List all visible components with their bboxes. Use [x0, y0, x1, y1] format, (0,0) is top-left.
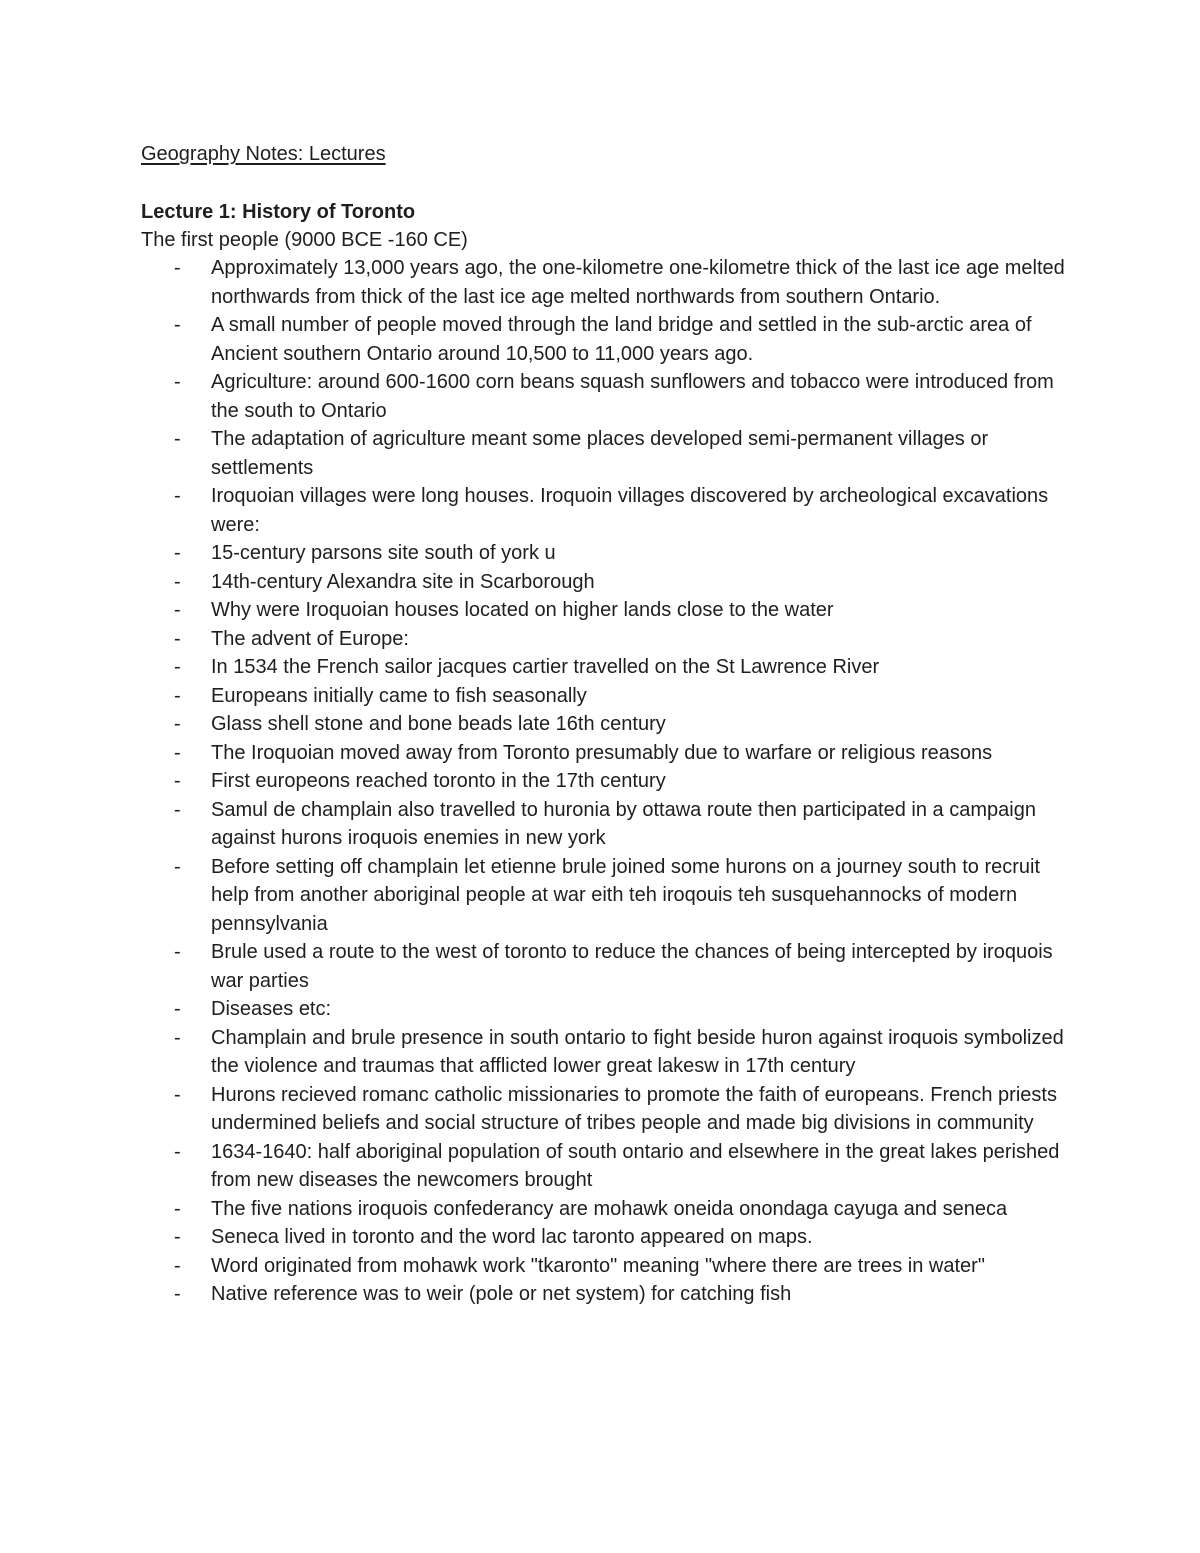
list-item-text: Samul de champlain also travelled to huronia by ottawa route then participated in a campaign against hurons iroquois enemies in new york	[211, 798, 1036, 849]
document-title: Geography Notes: Lectures	[141, 143, 386, 165]
list-item	[141, 1081, 1071, 1138]
list-item-text: 15-century parsons site south of york u	[211, 542, 556, 564]
list-item	[141, 311, 1071, 368]
list-item	[141, 710, 1071, 739]
list-item	[141, 425, 1071, 482]
bullet-dash: -	[174, 1283, 181, 1305]
list-item-text: Native reference was to weir (pole or net system) for catching fish	[211, 1283, 792, 1305]
bullet-dash: -	[174, 713, 181, 735]
bullet-dash: -	[174, 855, 181, 878]
bullet-dash: -	[174, 770, 181, 792]
list-item-text: 1634-1640: half aboriginal population of south ontario and elsewhere in the great lakes perished from new diseases the newcomers brought	[211, 1140, 1060, 1191]
bullet-dash: -	[174, 1226, 181, 1248]
section-label: The first people (9000 BCE -160 CE)	[141, 229, 468, 251]
bullet-dash: -	[174, 656, 181, 678]
list-item-text: Europeans initially came to fish seasonally	[211, 684, 587, 707]
notes-list	[141, 254, 1071, 1309]
bullet-dash: -	[174, 941, 181, 963]
bullet-dash: -	[174, 371, 181, 393]
list-item-text: First europeons reached toronto in the 17th century	[211, 770, 666, 792]
bullet-dash: -	[174, 570, 181, 593]
list-item	[141, 368, 1071, 425]
list-item-text: Before setting off champlain let etienne brule joined some hurons on a journey south to recruit help from another aboriginal people at war eith teh iroqouis teh susquehannocks of modern pennsylvania	[211, 855, 1041, 935]
list-item-text: A small number of people moved through the land bridge and settled in the sub-arctic area of Ancient southern Ontario around 10,500 to 11,000 years ago.	[211, 314, 1032, 365]
list-item-text: Iroquoian villages were long houses. Iroquoin villages discovered by archeological excavations were:	[211, 485, 1049, 536]
bullet-dash: -	[174, 627, 181, 650]
list-item	[141, 853, 1071, 939]
list-item	[141, 1024, 1071, 1081]
list-item	[141, 1195, 1071, 1224]
document-page	[141, 140, 1071, 1309]
list-item	[141, 995, 1071, 1024]
list-item-text: Diseases etc:	[211, 998, 332, 1020]
bullet-dash: -	[174, 314, 181, 336]
bullet-dash: -	[174, 1254, 181, 1277]
list-item-text: The five nations iroquois confederancy are mohawk oneida onondaga cayuga and seneca	[211, 1197, 1008, 1220]
lecture-heading: Lecture 1: History of Toronto	[141, 201, 416, 223]
list-item	[141, 739, 1071, 768]
bullet-dash: -	[174, 485, 181, 507]
bullet-dash: -	[174, 1083, 181, 1106]
list-item	[141, 1223, 1071, 1252]
list-item-text: Hurons recieved romanc catholic missionaries to promote the faith of europeans. French priests undermined beliefs and social structure of tribes people and made big divisions in community	[211, 1083, 1057, 1134]
bullet-dash: -	[174, 741, 181, 764]
list-item-text: Word originated from mohawk work "tkaronto" meaning "where there are trees in water"	[211, 1254, 985, 1277]
list-item-text: The advent of Europe:	[211, 627, 409, 650]
list-item	[141, 1280, 1071, 1309]
bullet-dash: -	[174, 257, 181, 279]
list-item-text: 14th-century Alexandra site in Scarborough	[211, 570, 595, 593]
list-item-text: Why were Iroquoian houses located on higher lands close to the water	[211, 599, 834, 621]
list-item-text: The adaptation of agriculture meant some places developed semi-permanent villages or settlements	[211, 428, 989, 479]
list-item-text: Glass shell stone and bone beads late 16th century	[211, 713, 666, 735]
bullet-dash: -	[174, 542, 181, 564]
bullet-dash: -	[174, 599, 181, 621]
list-item	[141, 682, 1071, 711]
list-item	[141, 1138, 1071, 1195]
list-item-text: In 1534 the French sailor jacques cartier travelled on the St Lawrence River	[211, 656, 880, 678]
list-item-text: Brule used a route to the west of toronto to reduce the chances of being intercepted by iroquois war parties	[211, 941, 1053, 992]
list-item	[141, 653, 1071, 682]
list-item-text: Agriculture: around 600-1600 corn beans squash sunflowers and tobacco were introduced from the south to Ontario	[211, 371, 1054, 422]
list-item	[141, 482, 1071, 539]
list-item-text: The Iroquoian moved away from Toronto presumably due to warfare or religious reasons	[211, 741, 993, 764]
list-item	[141, 539, 1071, 568]
list-item-text: Seneca lived in toronto and the word lac taronto appeared on maps.	[211, 1226, 813, 1248]
list-item	[141, 254, 1071, 311]
bullet-dash: -	[174, 1197, 181, 1220]
list-item	[141, 938, 1071, 995]
bullet-dash: -	[174, 1026, 181, 1049]
list-item	[141, 568, 1071, 597]
bullet-dash: -	[174, 798, 181, 821]
list-item-text: Approximately 13,000 years ago, the one-kilometre one-kilometre thick of the last ice age melted northwards from thick of the last ice age melted northwards from southern Ontario.	[211, 257, 1065, 308]
list-item	[141, 1252, 1071, 1281]
bullet-dash: -	[174, 1140, 181, 1163]
list-item	[141, 796, 1071, 853]
list-item-text: Champlain and brule presence in south ontario to fight beside huron against iroquois symbolized the violence and traumas that afflicted lower great lakesw in 17th century	[211, 1026, 1064, 1077]
list-item	[141, 767, 1071, 796]
bullet-dash: -	[174, 998, 181, 1020]
bullet-dash: -	[174, 684, 181, 707]
bullet-dash: -	[174, 428, 181, 450]
list-item	[141, 596, 1071, 625]
list-item	[141, 625, 1071, 654]
